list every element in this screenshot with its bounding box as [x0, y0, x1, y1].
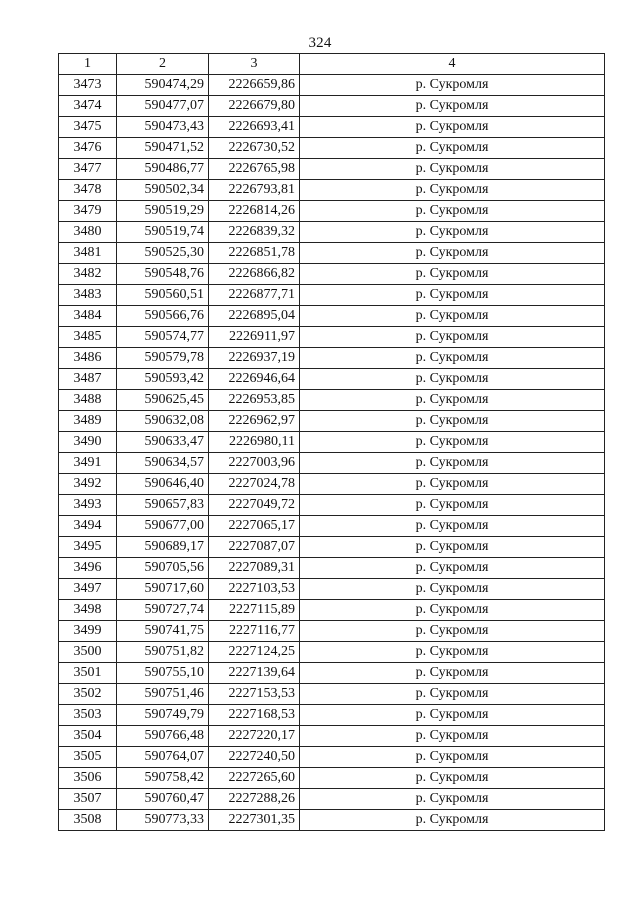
description-cell: р. Сукромля: [300, 138, 605, 159]
y-coordinate-cell: 2226793,81: [209, 180, 300, 201]
table-row: [59, 747, 605, 768]
page-number: 324: [308, 35, 332, 51]
point-number-cell: 3494: [59, 516, 117, 537]
y-coordinate-cell: 2227087,07: [209, 537, 300, 558]
y-coordinate-cell: 2227003,96: [209, 453, 300, 474]
description-cell: р. Сукромля: [300, 159, 605, 180]
x-coordinate-cell: 590579,78: [117, 348, 209, 369]
x-coordinate-cell: 590473,43: [117, 117, 209, 138]
point-number-cell: 3488: [59, 390, 117, 411]
point-number-cell: 3478: [59, 180, 117, 201]
point-number-cell: 3506: [59, 768, 117, 789]
point-number-cell: 3481: [59, 243, 117, 264]
point-number-cell: 3486: [59, 348, 117, 369]
table-header-row: [59, 54, 605, 75]
y-coordinate-cell: 2226911,97: [209, 327, 300, 348]
table-row: [59, 684, 605, 705]
x-coordinate-cell: 590593,42: [117, 369, 209, 390]
table-row: [59, 432, 605, 453]
table-row: [59, 306, 605, 327]
x-coordinate-cell: 590758,42: [117, 768, 209, 789]
table-row: [59, 495, 605, 516]
column-header-2: 2: [117, 54, 209, 75]
table-row: [59, 516, 605, 537]
x-coordinate-cell: 590574,77: [117, 327, 209, 348]
x-coordinate-cell: 590519,74: [117, 222, 209, 243]
description-cell: р. Сукромля: [300, 726, 605, 747]
description-cell: р. Сукромля: [300, 348, 605, 369]
table-row: [59, 243, 605, 264]
point-number-cell: 3477: [59, 159, 117, 180]
y-coordinate-cell: 2227115,89: [209, 600, 300, 621]
table-row: [59, 558, 605, 579]
point-number-cell: 3496: [59, 558, 117, 579]
x-coordinate-cell: 590689,17: [117, 537, 209, 558]
x-coordinate-cell: 590677,00: [117, 516, 209, 537]
x-coordinate-cell: 590632,08: [117, 411, 209, 432]
table-row: [59, 327, 605, 348]
y-coordinate-cell: 2226679,80: [209, 96, 300, 117]
y-coordinate-cell: 2226895,04: [209, 306, 300, 327]
y-coordinate-cell: 2227116,77: [209, 621, 300, 642]
column-header-4: 4: [300, 54, 605, 75]
description-cell: р. Сукромля: [300, 474, 605, 495]
description-cell: р. Сукромля: [300, 684, 605, 705]
x-coordinate-cell: 590471,52: [117, 138, 209, 159]
point-number-cell: 3498: [59, 600, 117, 621]
point-number-cell: 3476: [59, 138, 117, 159]
point-number-cell: 3490: [59, 432, 117, 453]
x-coordinate-cell: 590760,47: [117, 789, 209, 810]
description-cell: р. Сукромля: [300, 705, 605, 726]
description-cell: р. Сукромля: [300, 390, 605, 411]
description-cell: р. Сукромля: [300, 369, 605, 390]
table-row: [59, 705, 605, 726]
table-row: [59, 222, 605, 243]
description-cell: р. Сукромля: [300, 558, 605, 579]
y-coordinate-cell: 2226937,19: [209, 348, 300, 369]
x-coordinate-cell: 590634,57: [117, 453, 209, 474]
description-cell: р. Сукромля: [300, 222, 605, 243]
x-coordinate-cell: 590741,75: [117, 621, 209, 642]
y-coordinate-cell: 2227103,53: [209, 579, 300, 600]
table-row: [59, 537, 605, 558]
x-coordinate-cell: 590548,76: [117, 264, 209, 285]
y-coordinate-cell: 2227124,25: [209, 642, 300, 663]
y-coordinate-cell: 2227301,35: [209, 810, 300, 831]
point-number-cell: 3483: [59, 285, 117, 306]
table-body: [59, 75, 605, 831]
y-coordinate-cell: 2226814,26: [209, 201, 300, 222]
table-row: [59, 264, 605, 285]
y-coordinate-cell: 2226877,71: [209, 285, 300, 306]
table-row: [59, 117, 605, 138]
description-cell: р. Сукромля: [300, 663, 605, 684]
table-row: [59, 348, 605, 369]
point-number-cell: 3475: [59, 117, 117, 138]
table-row: [59, 474, 605, 495]
point-number-cell: 3505: [59, 747, 117, 768]
y-coordinate-cell: 2226693,41: [209, 117, 300, 138]
y-coordinate-cell: 2226962,97: [209, 411, 300, 432]
table-row: [59, 453, 605, 474]
table-row: [59, 642, 605, 663]
point-number-cell: 3497: [59, 579, 117, 600]
point-number-cell: 3485: [59, 327, 117, 348]
table-row: [59, 726, 605, 747]
description-cell: р. Сукромля: [300, 495, 605, 516]
point-number-cell: 3487: [59, 369, 117, 390]
description-cell: р. Сукромля: [300, 579, 605, 600]
table-row: [59, 138, 605, 159]
y-coordinate-cell: 2226659,86: [209, 75, 300, 96]
description-cell: р. Сукромля: [300, 411, 605, 432]
x-coordinate-cell: 590486,77: [117, 159, 209, 180]
point-number-cell: 3482: [59, 264, 117, 285]
point-number-cell: 3501: [59, 663, 117, 684]
x-coordinate-cell: 590755,10: [117, 663, 209, 684]
description-cell: р. Сукромля: [300, 180, 605, 201]
table-row: [59, 810, 605, 831]
point-number-cell: 3507: [59, 789, 117, 810]
table-row: [59, 390, 605, 411]
y-coordinate-cell: 2226980,11: [209, 432, 300, 453]
y-coordinate-cell: 2226866,82: [209, 264, 300, 285]
description-cell: р. Сукромля: [300, 810, 605, 831]
description-cell: р. Сукромля: [300, 96, 605, 117]
x-coordinate-cell: 590519,29: [117, 201, 209, 222]
x-coordinate-cell: 590766,48: [117, 726, 209, 747]
y-coordinate-cell: 2227288,26: [209, 789, 300, 810]
point-number-cell: 3474: [59, 96, 117, 117]
description-cell: р. Сукромля: [300, 243, 605, 264]
point-number-cell: 3495: [59, 537, 117, 558]
y-coordinate-cell: 2227089,31: [209, 558, 300, 579]
point-number-cell: 3508: [59, 810, 117, 831]
y-coordinate-cell: 2227049,72: [209, 495, 300, 516]
description-cell: р. Сукромля: [300, 516, 605, 537]
y-coordinate-cell: 2227220,17: [209, 726, 300, 747]
point-number-cell: 3492: [59, 474, 117, 495]
description-cell: р. Сукромля: [300, 537, 605, 558]
x-coordinate-cell: 590646,40: [117, 474, 209, 495]
x-coordinate-cell: 590566,76: [117, 306, 209, 327]
x-coordinate-cell: 590633,47: [117, 432, 209, 453]
description-cell: р. Сукромля: [300, 75, 605, 96]
table-row: [59, 201, 605, 222]
column-header-1: 1: [59, 54, 117, 75]
description-cell: р. Сукромля: [300, 201, 605, 222]
y-coordinate-cell: 2226953,85: [209, 390, 300, 411]
point-number-cell: 3479: [59, 201, 117, 222]
point-number-cell: 3489: [59, 411, 117, 432]
x-coordinate-cell: 590502,34: [117, 180, 209, 201]
description-cell: р. Сукромля: [300, 432, 605, 453]
table-row: [59, 180, 605, 201]
x-coordinate-cell: 590705,56: [117, 558, 209, 579]
point-number-cell: 3499: [59, 621, 117, 642]
description-cell: р. Сукромля: [300, 327, 605, 348]
table-row: [59, 789, 605, 810]
description-cell: р. Сукромля: [300, 285, 605, 306]
y-coordinate-cell: 2227265,60: [209, 768, 300, 789]
description-cell: р. Сукромля: [300, 747, 605, 768]
x-coordinate-cell: 590657,83: [117, 495, 209, 516]
y-coordinate-cell: 2227139,64: [209, 663, 300, 684]
x-coordinate-cell: 590773,33: [117, 810, 209, 831]
description-cell: р. Сукромля: [300, 306, 605, 327]
x-coordinate-cell: 590525,30: [117, 243, 209, 264]
x-coordinate-cell: 590625,45: [117, 390, 209, 411]
x-coordinate-cell: 590560,51: [117, 285, 209, 306]
table-row: [59, 159, 605, 180]
point-number-cell: 3480: [59, 222, 117, 243]
description-cell: р. Сукромля: [300, 453, 605, 474]
table-row: [59, 621, 605, 642]
point-number-cell: 3473: [59, 75, 117, 96]
table-row: [59, 285, 605, 306]
table-row: [59, 411, 605, 432]
description-cell: р. Сукромля: [300, 117, 605, 138]
x-coordinate-cell: 590751,82: [117, 642, 209, 663]
x-coordinate-cell: 590717,60: [117, 579, 209, 600]
point-number-cell: 3504: [59, 726, 117, 747]
column-header-3: 3: [209, 54, 300, 75]
table-row: [59, 96, 605, 117]
point-number-cell: 3502: [59, 684, 117, 705]
description-cell: р. Сукромля: [300, 768, 605, 789]
y-coordinate-cell: 2227240,50: [209, 747, 300, 768]
x-coordinate-cell: 590477,07: [117, 96, 209, 117]
point-number-cell: 3491: [59, 453, 117, 474]
point-number-cell: 3484: [59, 306, 117, 327]
description-cell: р. Сукромля: [300, 642, 605, 663]
point-number-cell: 3493: [59, 495, 117, 516]
y-coordinate-cell: 2226765,98: [209, 159, 300, 180]
y-coordinate-cell: 2226946,64: [209, 369, 300, 390]
description-cell: р. Сукромля: [300, 789, 605, 810]
x-coordinate-cell: 590751,46: [117, 684, 209, 705]
y-coordinate-cell: 2227153,53: [209, 684, 300, 705]
table-row: [59, 663, 605, 684]
point-number-cell: 3500: [59, 642, 117, 663]
description-cell: р. Сукромля: [300, 600, 605, 621]
coordinates-table: [58, 53, 605, 831]
description-cell: р. Сукромля: [300, 264, 605, 285]
table-row: [59, 579, 605, 600]
x-coordinate-cell: 590749,79: [117, 705, 209, 726]
y-coordinate-cell: 2227065,17: [209, 516, 300, 537]
table-row: [59, 369, 605, 390]
y-coordinate-cell: 2226851,78: [209, 243, 300, 264]
x-coordinate-cell: 590764,07: [117, 747, 209, 768]
table-row: [59, 768, 605, 789]
table-row: [59, 75, 605, 96]
x-coordinate-cell: 590474,29: [117, 75, 209, 96]
description-cell: р. Сукромля: [300, 621, 605, 642]
y-coordinate-cell: 2227024,78: [209, 474, 300, 495]
y-coordinate-cell: 2227168,53: [209, 705, 300, 726]
x-coordinate-cell: 590727,74: [117, 600, 209, 621]
y-coordinate-cell: 2226839,32: [209, 222, 300, 243]
point-number-cell: 3503: [59, 705, 117, 726]
table-row: [59, 600, 605, 621]
y-coordinate-cell: 2226730,52: [209, 138, 300, 159]
